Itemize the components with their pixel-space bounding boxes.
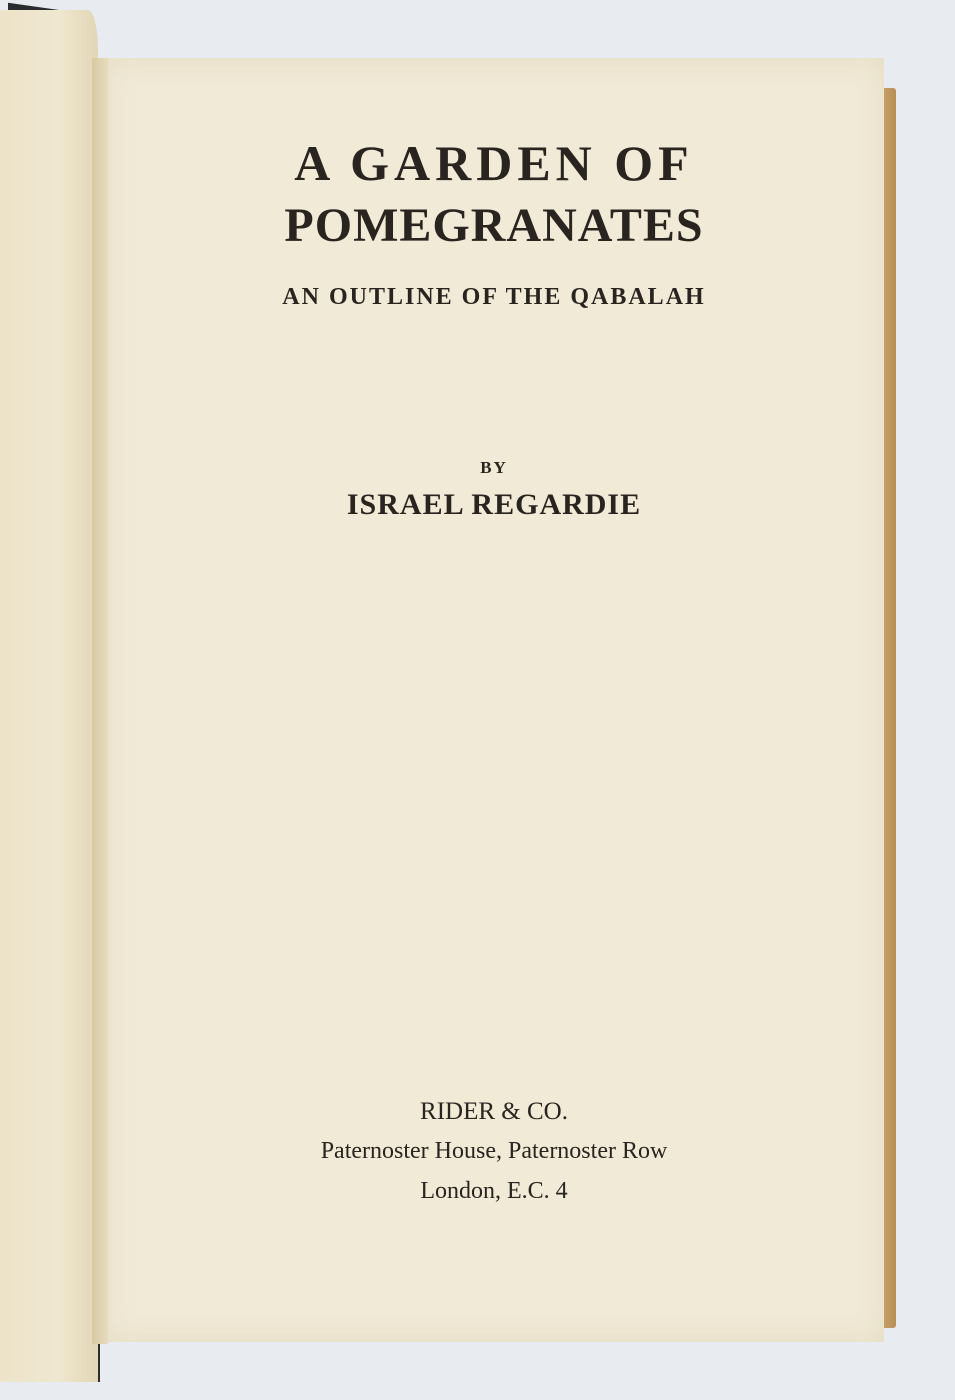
title-page [104,58,884,1342]
gutter [92,58,108,1344]
publisher: RIDER & CO. [420,1098,568,1125]
by-label: BY [480,458,508,477]
publisher-city: London, E.C. 4 [420,1178,568,1204]
publisher-address: Paternoster House, Paternoster Row [320,1138,668,1164]
subtitle: AN OUTLINE OF THE QABALAH [282,284,706,310]
left-page [0,10,98,1382]
title-line-1: A GARDEN OF [294,135,694,191]
author-name: ISRAEL REGARDIE [346,488,642,521]
title-line-2: POMEGRANATES [284,199,704,252]
